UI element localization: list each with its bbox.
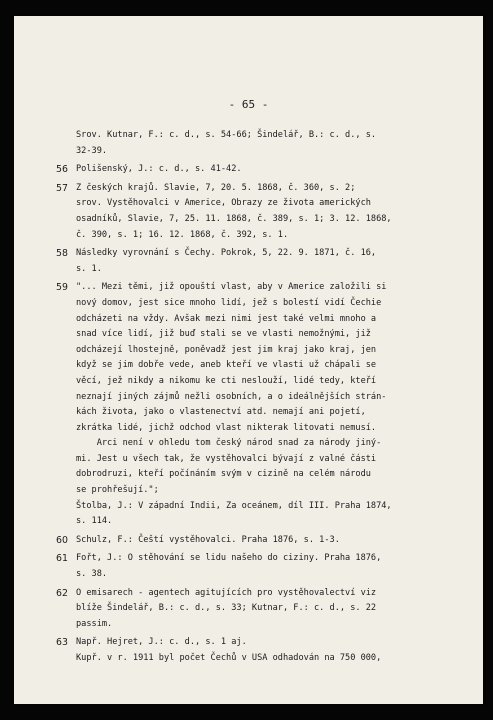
endnote — [46, 586, 441, 633]
endnote-text-line: s. 114. — [76, 516, 113, 527]
endnote-text-line: odcházejí lhostejně, poněvadž jest jim kraj jako kraj, jen — [76, 344, 377, 355]
endnote — [46, 551, 441, 582]
endnote-text-line: č. 390, s. 1; 16. 12. 1868, č. 392, s. 1. — [76, 229, 289, 240]
endnote-text-line: nový domov, jest sice mnoho lidí, jež s bolestí vidí Čechie — [76, 297, 382, 308]
endnote — [46, 635, 441, 666]
endnote-text-line: Z českých krajů. Slavie, 7, 20. 5. 1868, č. 360, s. 2; — [76, 182, 356, 193]
document-page — [14, 16, 483, 704]
endnote-text-line: Kupř. v r. 1911 byl počet Čechů v USA odhadován na 750 000, — [76, 653, 382, 663]
endnote-text-line: Např. Hejret, J.: c. d., s. 1 aj. — [76, 637, 247, 648]
endnote-text-line: mi. Jest u všech tak, že vystěhovalci bývají z valné části — [76, 453, 377, 464]
endnote-text-line: kách života, jako o vlastenectví atd. nemají ani pojetí, — [76, 407, 366, 418]
endnote-text-line: věcí, jež nikdy a nikomu ke cti neslouží, lidé tedy, kteří — [76, 375, 377, 386]
endnote-text-line: Arci není v ohledu tom český národ snad za národy jiný- — [76, 438, 382, 449]
endnote-number: 57 — [56, 182, 68, 194]
endnote-number: 62 — [56, 587, 68, 599]
endnote-number: 61 — [56, 553, 68, 565]
endnote-text-line: snad více lidí, již buď stali se ve vlasti nemožnými, již — [76, 329, 371, 340]
endnote-text-line: se prohřešují."; — [76, 485, 159, 496]
endnote-text-line: srov. Vystěhovalci v Americe, Obrazy ze života amerických — [76, 198, 371, 209]
endnote-text-line: když se jim dobře vede, aneb kteří ve vlasti už chápali se — [76, 360, 377, 371]
endnote-number: 63 — [56, 637, 68, 649]
endnote-text-line: "... Mezi těmi, již opouští vlast, aby v Americe založili si — [76, 282, 387, 293]
endnote-text-line: Srov. Kutnar, F.: c. d., s. 54-66; Šindelář, B.: c. d., s. — [76, 130, 377, 140]
endnote-text-line: Následky vyrovnání s Čechy. Pokrok, 5, 22. 9. 1871, č. 16, — [76, 248, 377, 259]
endnote-text-line: O emisarech - agentech agitujících pro vystěhovalectví viz — [76, 587, 377, 598]
endnote-text-line: Schulz, F.: Čeští vystěhovalci. Praha 1876, s. 1-3. — [76, 534, 340, 545]
endnote-text-line: Polišenský, J.: c. d., s. 41-42. — [76, 164, 242, 175]
endnote-text-line: passim. — [76, 618, 113, 629]
endnote-text-line: s. 1. — [76, 263, 102, 274]
endnote-number: 60 — [56, 534, 68, 546]
endnote-number: 59 — [56, 282, 68, 294]
endnote-text-line: osadníků, Slavie, 7, 25. 11. 1868, č. 389, s. 1; 3. 12. 1868, — [76, 213, 392, 224]
endnote-text-line: odcházeti na vždy. Avšak mezi nimi jest také velmi mnoho a — [76, 313, 377, 324]
endnote — [46, 533, 441, 549]
endnote-text-line: dobrodruzi, kteří počínáním svým v cizině na celém národu — [76, 469, 371, 480]
page-number: - 65 - — [228, 98, 269, 111]
endnote-text-line: s. 38. — [76, 569, 108, 580]
endnote-text-line: Fořt, J.: O stěhování se lidu našeho do ciziny. Praha 1876, — [76, 553, 382, 564]
endnote-number: 56 — [56, 164, 68, 176]
endnote-text-line: neznají jiných zájmů nežli osobních, a o ideálnějších strán- — [76, 391, 387, 402]
endnote — [46, 181, 441, 243]
endnotes — [46, 128, 441, 670]
endnote — [46, 280, 441, 530]
endnote-text-line: blíže Šindelář, B.: c. d., s. 33; Kutnar, F.: c. d., s. 22 — [76, 603, 377, 614]
endnote — [46, 246, 441, 277]
endnote-number: 58 — [56, 248, 68, 260]
endnote-text-line: zkrátka lidé, jichž odchod vlast nikterak litovati nemusí. — [76, 422, 377, 433]
endnote-text-line: Štolba, J.: V západní Indii, Za oceánem, díl III. Praha 1874, — [76, 500, 392, 511]
endnote-text-line: 32-39. — [76, 145, 108, 156]
endnote — [46, 162, 441, 178]
endnote — [46, 128, 441, 159]
